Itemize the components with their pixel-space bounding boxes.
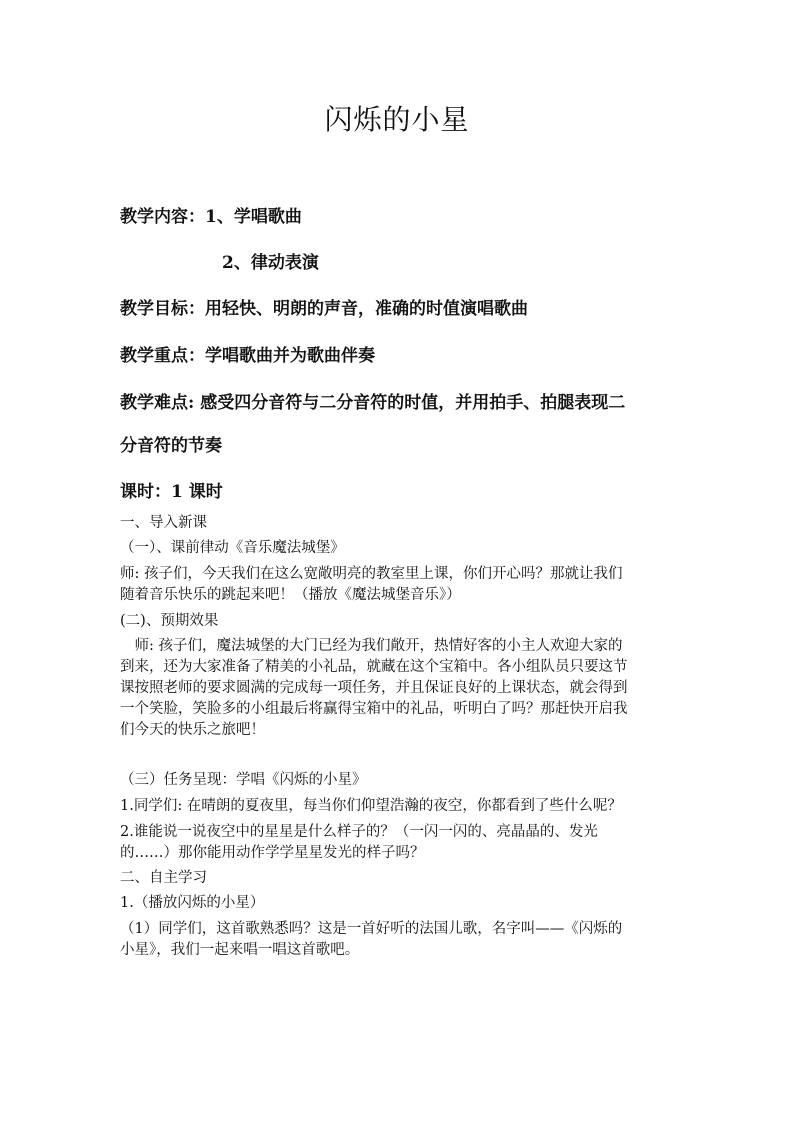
paragraph-line: 小星》，我们一起来唱一唱这首歌吧。 bbox=[120, 942, 360, 958]
teaching-difficulty-line2: 分音符的节奏 bbox=[120, 436, 222, 456]
section-1-2-heading: (二)、预期效果 bbox=[120, 613, 219, 629]
paragraph-line: 们今天的快乐之旅吧！ bbox=[120, 722, 265, 738]
paragraph-line: 随着音乐快乐的跳起来吧！（播放《魔法城堡音乐》） bbox=[120, 587, 461, 603]
section-1-1-heading: （一）、课前律动《音乐魔法城堡》 bbox=[120, 540, 345, 556]
paragraph-line: （1）同学们，这首歌熟悉吗？这是一首好听的法国儿歌，名字叫——《闪烁的 bbox=[120, 921, 623, 937]
paragraph-line: 一个笑脸，笑脸多的小组最后将赢得宝箱中的礼品，听明白了吗？那赶快开启我 bbox=[120, 701, 628, 717]
section-2-1-heading: 1.（播放闪烁的小星） bbox=[120, 895, 265, 911]
section-1-3-heading: （三）任务呈现：学唱《闪烁的小星》 bbox=[120, 772, 367, 788]
section-2-heading: 二、自主学习 bbox=[120, 870, 207, 886]
class-hours: 课时：1 课时 bbox=[120, 482, 223, 502]
teaching-goal: 教学目标：用轻快、明朗的声音，准确的时值演唱歌曲 bbox=[120, 299, 528, 319]
question-1: 1.同学们: 在晴朗的夏夜里，每当你们仰望浩瀚的夜空，你都看到了些什么呢？ bbox=[120, 798, 622, 814]
document-title: 闪烁的小星 bbox=[324, 103, 470, 136]
teaching-content-line2: 2、律动表演 bbox=[222, 253, 319, 273]
teaching-content-line1: 教学内容：1、学唱歌曲 bbox=[120, 207, 302, 227]
section-1-heading: 一、导入新课 bbox=[120, 515, 207, 531]
paragraph-line: 师: 孩子们，魔法城堡的大门已经为我们敞开，热情好客的小主人欢迎大家的 bbox=[120, 638, 623, 654]
teaching-key-point: 教学重点：学唱歌曲并为歌曲伴奏 bbox=[120, 346, 375, 366]
question-2-line1: 2.谁能说一说夜空中的星星是什么样子的？（一闪一闪的、亮晶晶的、发光 bbox=[120, 824, 598, 840]
question-2-line2: 的……）那你能用动作学学星星发光的样子吗？ bbox=[120, 845, 425, 861]
teaching-difficulty-line1: 教学难点: 感受四分音符与二分音符的时值，并用拍手、拍腿表现二 bbox=[120, 393, 626, 413]
paragraph-line: 课按照老师的要求圆满的完成每一项任务，并且保证良好的上课状态，就会得到 bbox=[120, 680, 628, 696]
paragraph-line: 师: 孩子们，今天我们在这么宽敞明亮的教室里上课，你们开心吗？那就让我们 bbox=[120, 566, 623, 582]
paragraph-line: 到来，还为大家准备了精美的小礼品，就藏在这个宝箱中。各小组队员只要这节 bbox=[120, 659, 628, 675]
